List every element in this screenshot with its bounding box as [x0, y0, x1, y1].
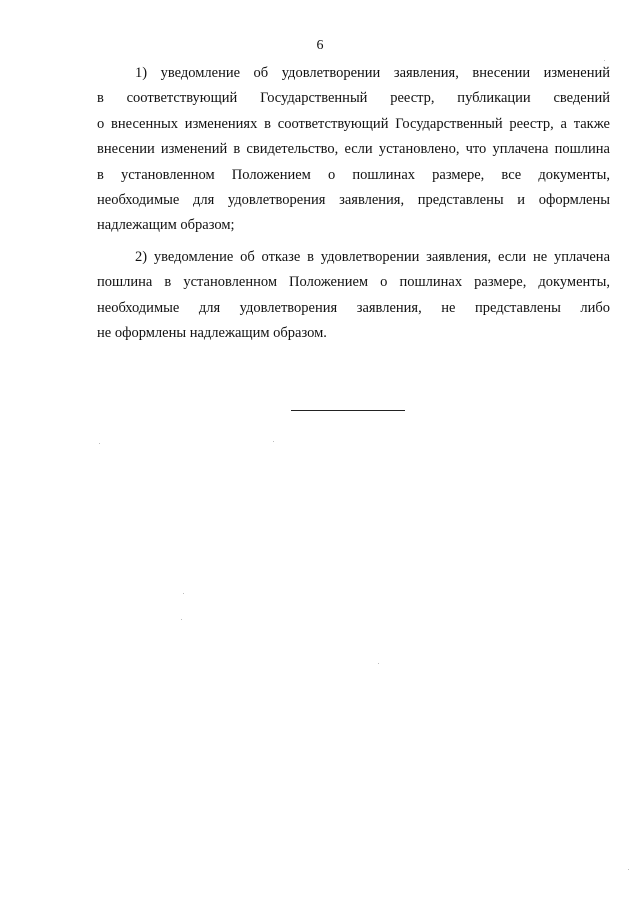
text-line: 1) уведомление об удовлетворении заявления, внесении изменений [135, 65, 610, 81]
text-line: пошлина в установленном Положением о пошлинах размере, документы, [97, 274, 610, 291]
scan-speck [378, 663, 379, 664]
text-line: не оформлены надлежащим образом. [97, 325, 327, 342]
document-body [97, 61, 610, 346]
text-line: необходимые для удовлетворения заявления, не представлены либо [97, 299, 610, 316]
text-line: о внесенных изменениях в соответствующий Государственный реестр, а также [97, 115, 610, 132]
scan-speck [273, 441, 274, 442]
text-line: 2) уведомление об отказе в удовлетворении заявления, если не уплачена [135, 248, 610, 265]
text-line: необходимые для удовлетворения заявления, представлены и оформлены [97, 192, 610, 209]
list-item-2 [97, 245, 610, 347]
scan-speck [183, 593, 184, 594]
text-line: в соответствующий Государственный реестр, публикации сведений [97, 90, 610, 107]
list-item-1 [97, 61, 610, 239]
scan-speck [99, 443, 100, 444]
text-line: надлежащим образом; [97, 217, 235, 234]
separator-line [291, 410, 405, 411]
page-number: 6 [316, 38, 324, 53]
text-line: внесении изменений в свидетельство, если установлено, что уплачена пошлина [97, 141, 610, 158]
scan-speck [628, 869, 629, 870]
scan-speck [181, 619, 182, 620]
text-line: в установленном Положением о пошлинах размере, все документы, [97, 166, 610, 183]
scan-speck [604, 60, 605, 61]
